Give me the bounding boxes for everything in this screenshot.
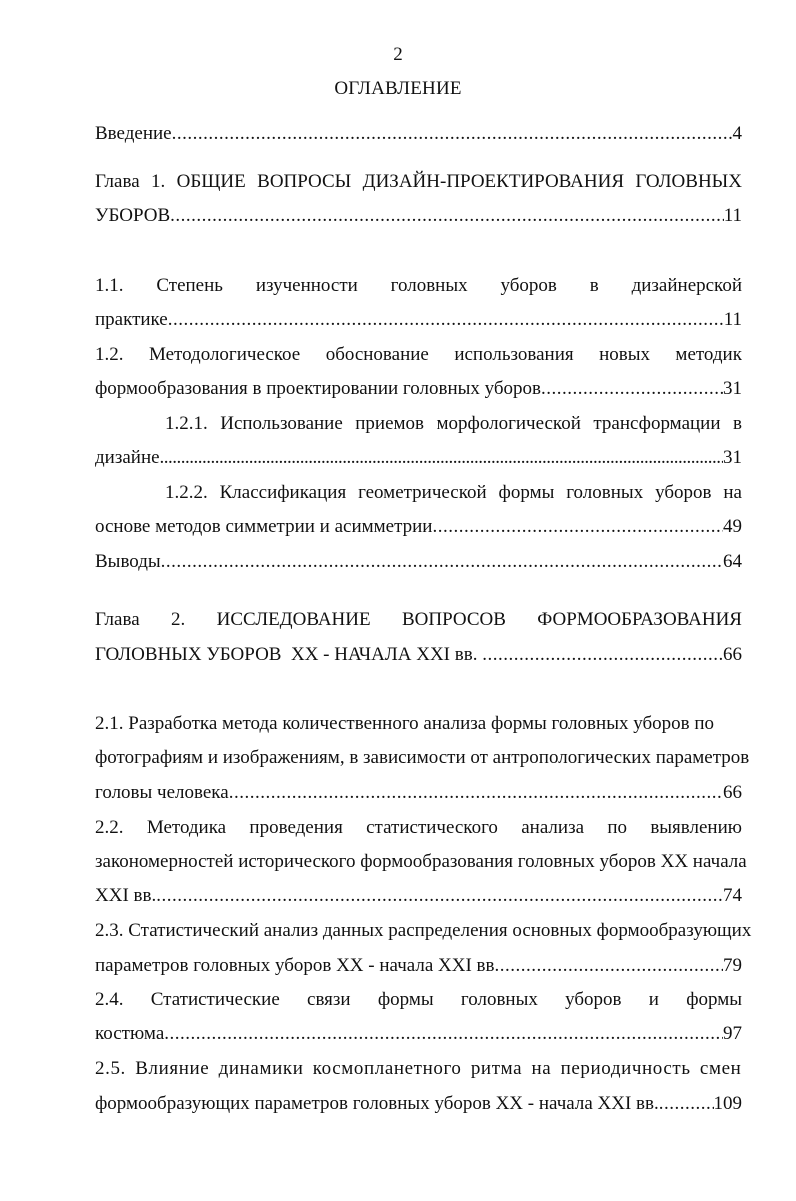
dot-leader <box>229 781 723 805</box>
dot-leader <box>172 122 733 146</box>
toc-entry-page: 109 <box>713 1093 742 1114</box>
dot-leader <box>170 204 724 228</box>
page-number: 2 <box>393 44 403 65</box>
toc-entry-text: параметров головных уборов XX - начала XXI вв <box>95 955 495 976</box>
toc-section-1-2-2-line-2 <box>95 515 742 539</box>
toc-entry-page: 31 <box>723 378 742 399</box>
toc-entry-text: Введение <box>95 123 172 144</box>
word: ВОПРОСОВ <box>401 609 506 630</box>
word: формы <box>498 482 555 503</box>
dot-leader <box>161 550 723 574</box>
word: Методологическое <box>148 344 301 365</box>
dot-leader <box>164 1022 723 1046</box>
toc-entry-text: костюма <box>95 1023 165 1044</box>
toc-entry-page: 11 <box>723 309 742 330</box>
word: морфологической <box>436 413 581 434</box>
word: проведения <box>249 817 343 838</box>
dot-leader <box>541 377 723 401</box>
word: на <box>723 482 742 503</box>
toc-entry-intro <box>95 122 742 146</box>
toc-section-2-5-line-1: 2.5. Влияние динамики космопланетного ритма на периодичность смен <box>95 1058 742 1079</box>
toc-section-1-1-line-2 <box>95 308 742 332</box>
toc-section-2-1-line-3 <box>95 781 742 805</box>
word: приемов <box>355 413 425 434</box>
toc-chapter-2-line-2 <box>95 643 742 667</box>
toc-section-2-1-line-2: фотографиям и изображениям, в зависимости от антропологических параметров <box>95 747 750 768</box>
word: головных <box>566 482 644 503</box>
word: головных <box>390 275 468 296</box>
word: 1. <box>151 171 166 192</box>
word: головных <box>460 989 538 1010</box>
toc-entry-page: 66 <box>723 644 742 665</box>
word: дизайнерской <box>631 275 742 296</box>
toc-entry-text: основе методов симметрии и асимметрии <box>95 516 433 537</box>
toc-chapter-1-line-2 <box>95 204 742 228</box>
toc-entry-text: дизайне <box>95 447 160 468</box>
toc-entry-text: УБОРОВ <box>95 205 171 226</box>
toc-section-2-2-line-3 <box>95 884 742 908</box>
word: уборов <box>655 482 712 503</box>
toc-entry-page: 79 <box>723 955 742 976</box>
word: выявлению <box>650 817 742 838</box>
toc-entry-conclusions <box>95 550 742 574</box>
word: 2.2. <box>95 817 124 838</box>
toc-entry-text: практике <box>95 309 168 330</box>
word: формы <box>686 989 742 1010</box>
word: Глава <box>95 171 140 192</box>
dot-leader <box>432 515 723 539</box>
toc-entry-text: ГОЛОВНЫХ УБОРОВ XX - НАЧАЛА XXI вв. <box>95 644 483 665</box>
toc-section-1-2-line-2 <box>95 377 742 401</box>
toc-section-1-2-2-line-1 <box>165 481 742 505</box>
toc-entry-page: 66 <box>723 782 742 803</box>
toc-chapter-1-line-1 <box>95 170 742 194</box>
word: анализа <box>521 817 585 838</box>
toc-chapter-2-line-1 <box>95 608 742 632</box>
dot-leader <box>482 643 723 667</box>
word: уборов <box>565 989 622 1010</box>
word: методик <box>675 344 742 365</box>
toc-entry-page: 4 <box>732 123 742 144</box>
word: изученности <box>255 275 358 296</box>
word: 1.2.2. <box>165 482 208 503</box>
toc-title: ОГЛАВЛЕНИЕ <box>334 78 462 99</box>
toc-entry-text: формообразующих параметров головных уборов XX - начала XXI вв. <box>95 1093 659 1114</box>
word: Методика <box>146 817 227 838</box>
toc-section-2-2-line-2: закономерностей исторического формообразования головных уборов XX начала <box>95 851 747 872</box>
toc-section-2-2-line-1 <box>95 816 742 840</box>
dot-leader <box>168 308 724 332</box>
word: Использование <box>220 413 343 434</box>
dot-leader <box>494 954 723 978</box>
toc-entry-page: 97 <box>723 1023 742 1044</box>
word: Статистические <box>150 989 280 1010</box>
word: ДИЗАЙН-ПРОЕКТИРОВАНИЯ <box>362 171 624 192</box>
word: ФОРМООБРАЗОВАНИЯ <box>537 609 742 630</box>
word: в <box>733 413 742 434</box>
toc-section-1-2-line-1 <box>95 343 742 367</box>
word: связи <box>307 989 351 1010</box>
toc-section-2-3-line-2 <box>95 954 742 978</box>
toc-section-1-2-1-line-2 <box>95 446 742 470</box>
word: 1.2. <box>95 344 124 365</box>
word: по <box>607 817 627 838</box>
word: формы <box>377 989 434 1010</box>
toc-entry-page: 64 <box>723 551 742 572</box>
toc-entry-page: 74 <box>723 885 742 906</box>
word: ИССЛЕДОВАНИЕ <box>216 609 371 630</box>
toc-entry-text: XXI вв. <box>95 885 157 906</box>
word: Классификация <box>219 482 347 503</box>
toc-entry-text: формообразования в проектировании головных уборов <box>95 378 542 399</box>
word: обоснование <box>325 344 429 365</box>
word: 1.1. <box>95 275 124 296</box>
word: 2. <box>170 609 186 630</box>
word: новых <box>599 344 650 365</box>
word: геометрической <box>358 482 487 503</box>
word: Глава <box>95 609 140 630</box>
dot-leader <box>156 884 723 908</box>
toc-section-2-1-line-1: 2.1. Разработка метода количественного анализа формы головных уборов по <box>95 713 715 734</box>
word: ГОЛОВНЫХ <box>635 171 742 192</box>
word: Степень <box>156 275 223 296</box>
toc-entry-page: 11 <box>723 205 742 226</box>
word: использования <box>454 344 574 365</box>
toc-entry-text: Выводы <box>95 551 161 572</box>
word: ВОПРОСЫ <box>257 171 352 192</box>
toc-section-2-5-line-2 <box>95 1092 742 1116</box>
toc-entry-page: 49 <box>723 516 742 537</box>
toc-section-2-4-line-2 <box>95 1022 742 1046</box>
toc-section-1-2-1-line-1 <box>165 412 742 436</box>
word: 1.2.1. <box>165 413 208 434</box>
toc-entry-page: 31 <box>723 447 742 468</box>
word: и <box>648 989 659 1010</box>
toc-section-2-3-line-1: 2.3. Статистический анализ данных распределения основных формообразующих <box>95 920 752 941</box>
word: уборов <box>500 275 557 296</box>
toc-section-2-4-line-1 <box>95 988 742 1012</box>
dot-leader <box>659 1092 714 1116</box>
word: статистического <box>366 817 498 838</box>
toc-section-1-1-line-1 <box>95 274 742 298</box>
word: трансформации <box>593 413 721 434</box>
toc-entry-text: головы человека <box>95 782 229 803</box>
word: 2.4. <box>95 989 124 1010</box>
word: ОБЩИЕ <box>176 171 246 192</box>
dot-leader <box>160 446 723 470</box>
word: в <box>589 275 599 296</box>
